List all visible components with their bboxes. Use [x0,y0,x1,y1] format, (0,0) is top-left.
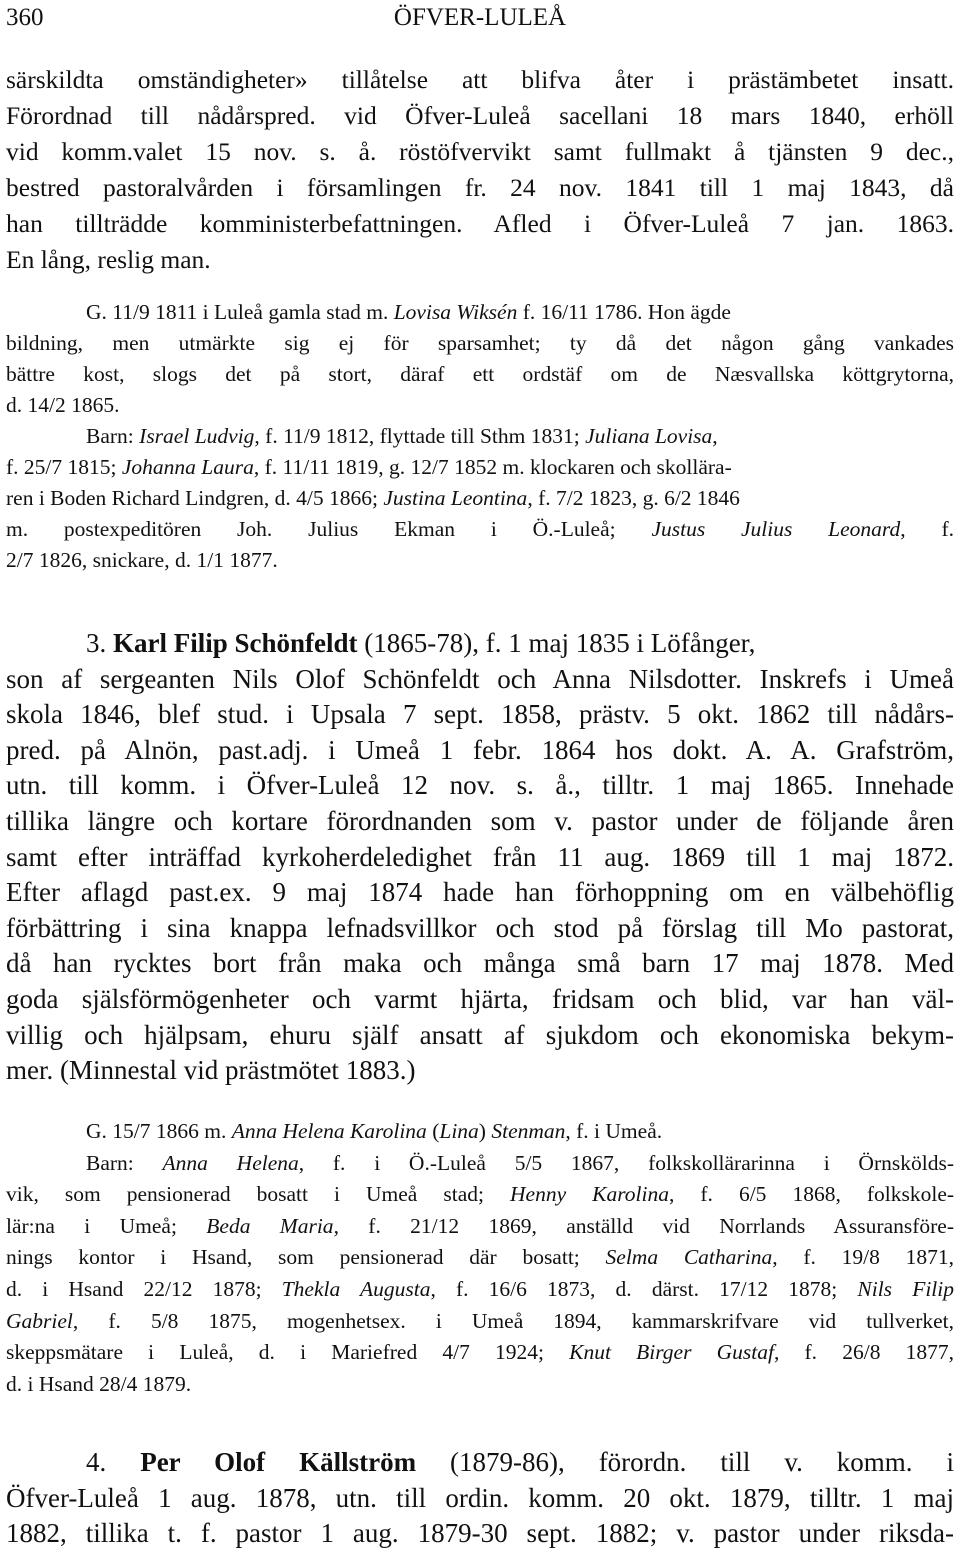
text-line: utn. till komm. i Öfver-Luleå 12 nov. s. å., tilltr. 1 maj 1865. Innehade [6,770,954,801]
text-line: tillika längre och kortare förordnanden som v. pastor under de följande åren [6,805,954,836]
text-line: f. 25/7 1815; Johanna Laura, f. 11/11 1819, g. 12/7 1852 m. klockaren och skollära- [6,455,732,479]
text-line: han tillträdde komministerbefattningen. Afled i Öfver-Luleå 7 jan. 1863. [6,209,954,238]
family-paragraph-1 [6,297,954,576]
continued-paragraph [6,62,954,278]
text-line: vid komm.valet 15 nov. s. å. röstöfvervikt samt fullmakt å tjänsten 9 dec., [6,137,954,166]
text-line: m. postexpeditören Joh. Julius Ekman i Ö.-Luleå; Justus Julius Leonard, f. [6,517,954,541]
text-line: då han rycktes bort från maka och många små barn 17 maj 1878. Med [6,948,954,979]
text-line: skola 1846, blef stud. i Upsala 7 sept. 1858, prästv. 5 okt. 1862 till nådårs- [6,699,954,730]
entry-heading: 3. Karl Filip Schönfeldt (1865-78), f. 1 maj 1835 i Löfånger, [86,628,756,658]
text-line: nings kontor i Hsand, som pensionerad där bosatt; Selma Catharina, f. 19/8 1871, [6,1245,954,1270]
text-line: Efter aflagd past.ex. 9 maj 1874 hade han förhoppning om en välbehöflig [6,877,954,908]
text-line: vik, som pensionerad bosatt i Umeå stad; Henny Karolina, f. 6/5 1868, folkskole- [6,1182,954,1207]
text-line: 1882, tillika t. f. pastor 1 aug. 1879-30 sept. 1882; v. pastor under riksda- [6,1518,954,1549]
text-line: son af sergeanten Nils Olof Schönfeldt och Anna Nilsdotter. Inskrefs i Umeå [6,663,954,694]
children-line: Barn: Anna Helena, f. i Ö.-Luleå 5/5 1867, folkskollärarinna i Örnskölds- [86,1150,954,1175]
children-line: Barn: Israel Ludvig, f. 11/9 1812, flyttade till Sthm 1831; Juliana Lovisa, [86,424,718,448]
family-paragraph-2 [6,1116,954,1400]
text-line: d. i Hsand 22/12 1878; Thekla Augusta, f. 16/6 1873, d. därst. 17/12 1878; Nils Filip [6,1276,954,1301]
entry-3 [6,626,954,1089]
text-line: förbättring i sina knappa lefnadsvillkor och stod på förslag till Mo pastorat, [6,912,954,943]
text-line: villig och hjälpsam, ehuru själf ansatt af sjukdom och ekonomiska bekym- [6,1019,954,1050]
text-line: skeppsmätare i Luleå, d. i Mariefred 4/7 1924; Knut Birger Gustaf, f. 26/8 1877, [6,1340,954,1365]
text-line: bildning, men utmärkte sig ej för sparsamhet; ty då det någon gång vankades [6,331,954,355]
text-line: Förordnad till nådårspred. vid Öfver-Luleå sacellani 18 mars 1840, erhöll [6,101,954,130]
text-line: 2/7 1826, snickare, d. 1/1 1877. [6,548,278,572]
entry-4 [6,1445,954,1552]
text-line: Gabriel, f. 5/8 1875, mogenhetsex. i Umeå 1894, kammarskrifvare vid tullverket, [6,1308,954,1333]
text-line: särskildta omständigheter» tillåtelse att blifva åter i prästämbetet insatt. [6,65,954,94]
text-line: lär:na i Umeå; Beda Maria, f. 21/12 1869, anställd vid Norrlands Assuransföre- [6,1213,954,1238]
page-header [6,4,954,38]
text-line: Öfver-Luleå 1 aug. 1878, utn. till ordin. komm. 20 okt. 1879, tilltr. 1 maj [6,1482,954,1513]
text-line: pred. på Alnön, past.adj. i Umeå 1 febr. 1864 hos dokt. A. A. Grafström, [6,734,954,765]
text-line: samt efter inträffad kyrkoherdeledighet från 11 aug. 1869 till 1 maj 1872. [6,841,954,872]
marriage-line: G. 15/7 1866 m. Anna Helena Karolina (Lina) Stenman, f. i Umeå. [86,1119,663,1143]
text-line: d. i Hsand 28/4 1879. [6,1371,192,1396]
text-line: ren i Boden Richard Lindgren, d. 4/5 1866; Justina Leontina, f. 7/2 1823, g. 6/2 1846 [6,486,740,510]
text-line: bestred pastoralvården i församlingen fr. 24 nov. 1841 till 1 maj 1843, då [6,173,954,202]
text-line: goda själsförmögenheter och varmt hjärta, fridsam och blid, var han väl- [6,983,954,1014]
text-line: bättre kost, slogs det på stort, däraf ett ordstäf om de Næsvallska köttgrytorna, [6,362,954,386]
marriage-line: G. 11/9 1811 i Luleå gamla stad m. Lovisa Wiksén f. 16/11 1786. Hon ägde [86,300,731,324]
page-number: 360 [6,4,44,31]
text-line: mer. (Minnestal vid prästmötet 1883.) [6,1055,416,1086]
text-line: d. 14/2 1865. [6,393,120,417]
entry-heading: 4. Per Olof Källström (1879-86), förordn. till v. komm. i [86,1447,954,1477]
text-line: En lång, reslig man. [6,245,211,274]
running-title: ÖFVER-LULEÅ [393,4,567,31]
